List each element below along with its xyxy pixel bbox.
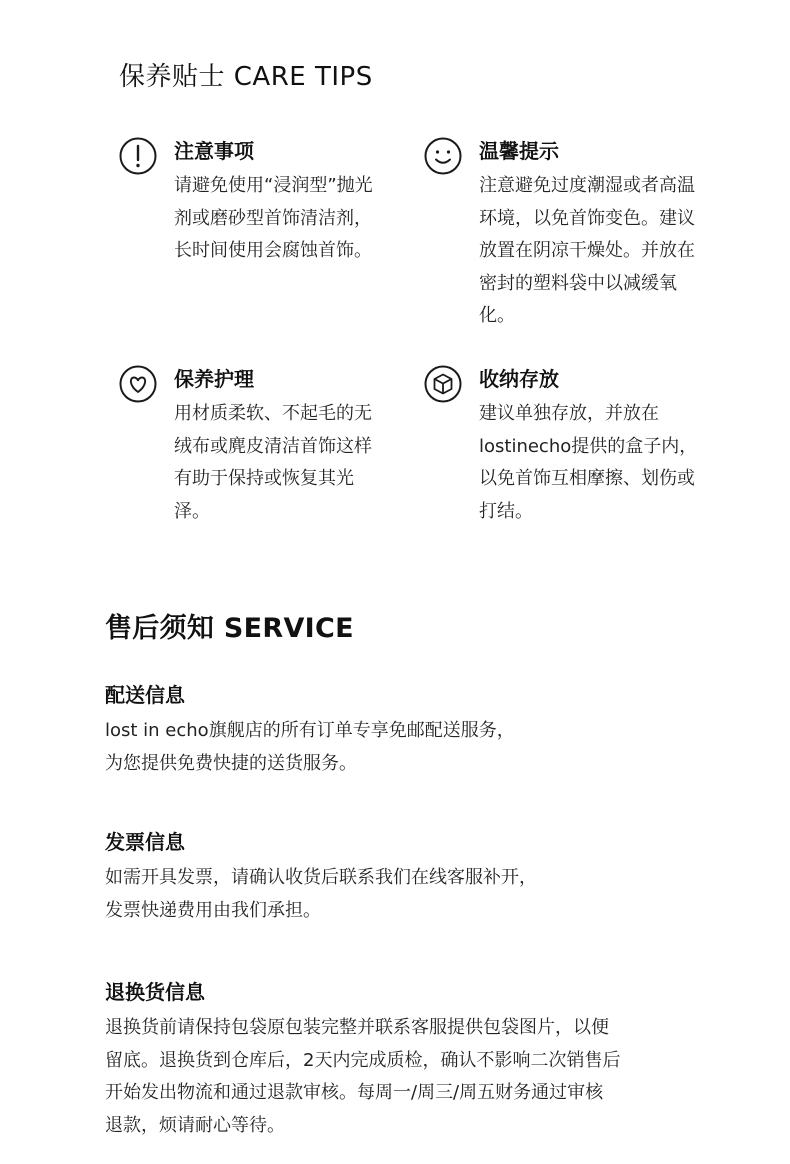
service-heading: 发票信息	[105, 830, 185, 854]
service-text	[105, 715, 705, 780]
service-text-line: 退换货前请保持包袋原包装完整并联系客服提供包袋图片，以便	[105, 1017, 609, 1038]
tip-title: 收纳存放	[479, 367, 559, 391]
box-icon	[423, 364, 463, 404]
tip-body: 请避免使用“浸润型”抛光剂或磨砂型首饰清洁剂，长时间使用会腐蚀首饰。	[174, 175, 373, 261]
care-tips-title: 保养贴士 CARE TIPS	[119, 62, 373, 92]
smile-icon	[423, 136, 463, 176]
tip-body: 注意避免过度潮湿或者高温环境，以免首饰变色。建议放置在阴凉干燥处。并放在密封的塑料袋中以减缓氧化。	[479, 175, 695, 326]
service-text-line: 发票快递费用由我们承担。	[105, 899, 321, 921]
service-item-returns	[105, 978, 705, 1142]
service-title: 售后须知 SERVICE	[105, 613, 354, 644]
service-text-line: 退款，烦请耐心等待。	[105, 1114, 285, 1136]
service-item-delivery	[105, 681, 705, 780]
service-text-line: lost in echo旗舰店的所有订单专享免邮配送服务，	[105, 720, 515, 741]
heart-icon	[118, 364, 158, 404]
service-text	[105, 1012, 705, 1142]
service-text-line: 如需开具发票，请确认收货后联系我们在线客服补开，	[105, 867, 537, 888]
service-text-line: 为您提供免费快捷的送货服务。	[105, 752, 357, 774]
service-heading: 退换货信息	[105, 980, 205, 1004]
service-heading: 配送信息	[105, 683, 185, 707]
service-item-invoice	[105, 828, 705, 927]
service-text-line: 留底。退换货到仓库后，2天内完成质检，确认不影响二次销售后	[105, 1049, 621, 1071]
exclamation-icon	[118, 136, 158, 176]
tip-title: 注意事项	[174, 139, 254, 163]
tip-body: 建议单独存放，并放在lostinecho提供的盒子内，以免首饰互相摩擦、划伤或打结。	[479, 403, 698, 522]
service-text	[105, 862, 705, 927]
tip-body: 用材质柔软、不起毛的无绒布或麂皮清洁首饰这样有助于保持或恢复其光泽。	[174, 403, 372, 522]
service-text-line: 开始发出物流和通过退款审核。每周一/周三/周五财务通过审核	[105, 1082, 604, 1103]
tip-title: 温馨提示	[479, 139, 559, 163]
tip-title: 保养护理	[174, 367, 254, 391]
